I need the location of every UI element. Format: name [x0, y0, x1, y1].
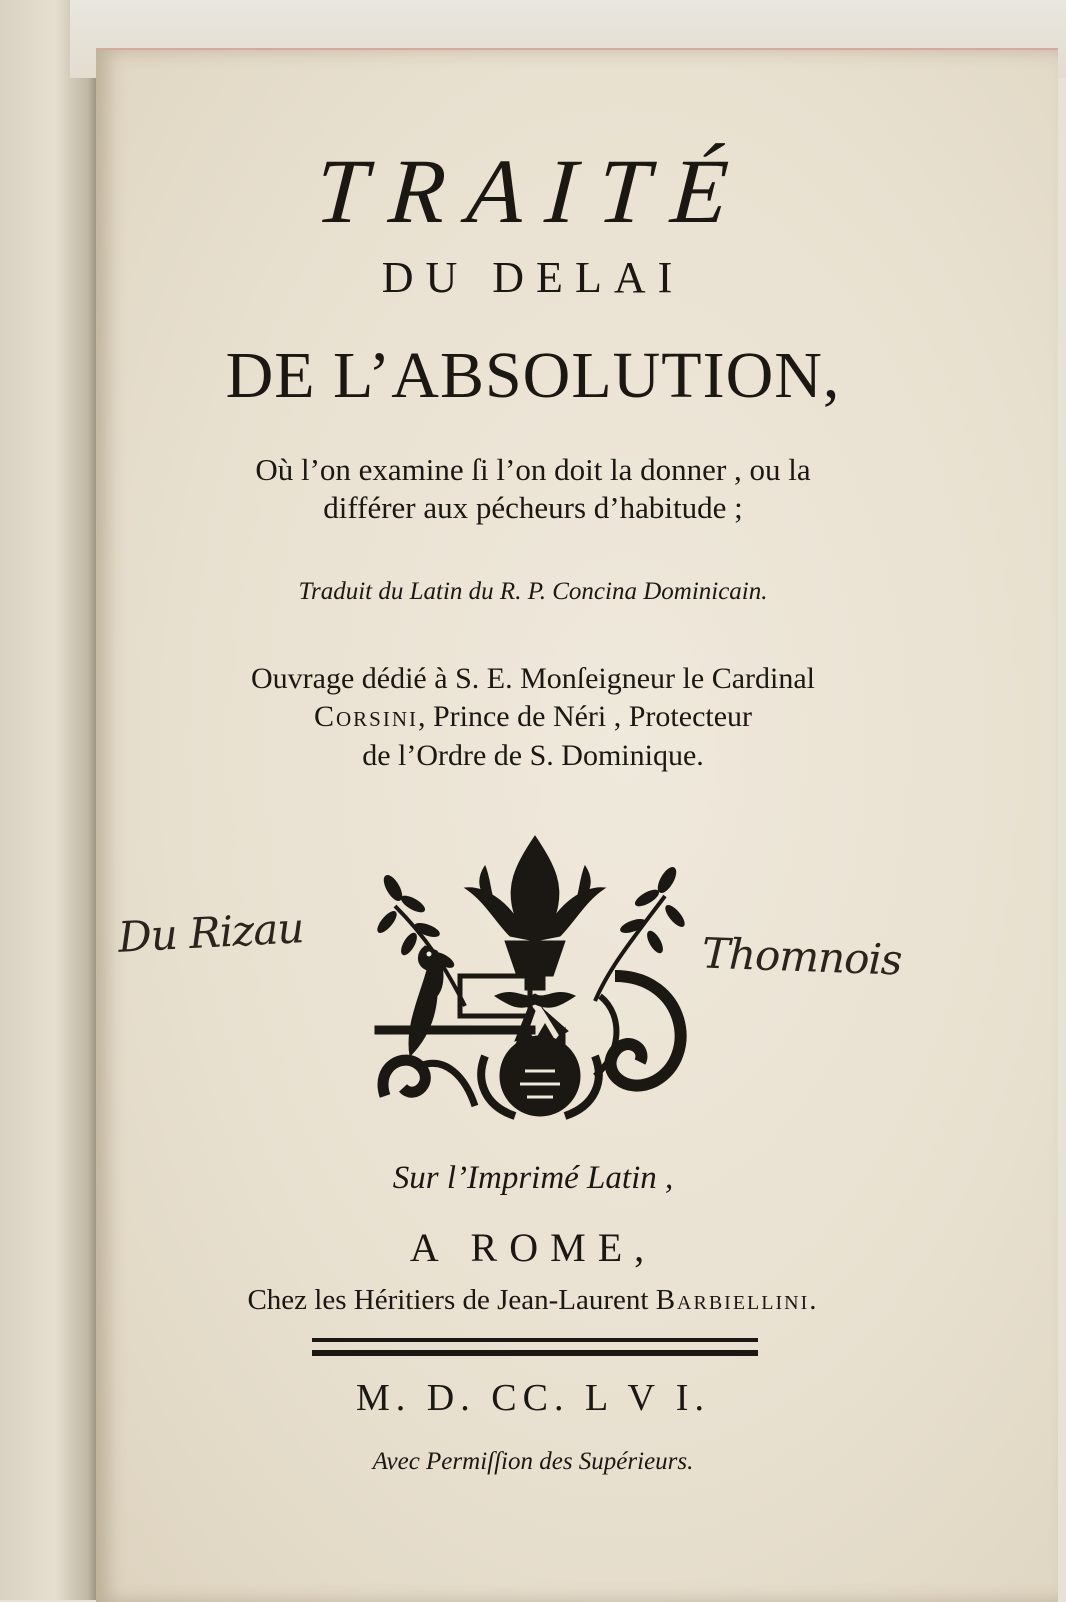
- printer-prefix: Chez les Héritiers de Jean-Laurent: [247, 1284, 656, 1316]
- title-du-delai: DU DELAI: [381, 253, 685, 302]
- dedication-line-2: [0, 700, 1066, 734]
- printer-name: Barbiellini.: [655, 1284, 819, 1316]
- title-main: TRAITÉ: [312, 140, 754, 242]
- imprint-printer: [0, 1284, 1066, 1317]
- handwritten-signature-left: Du Rizau: [116, 903, 305, 962]
- imprint-source: Sur l’Imprimé Latin ,: [392, 1160, 674, 1196]
- fleur-urn-ornament-icon: [365, 826, 705, 1122]
- title-absolution: DE L’ABSOLUTION,: [225, 339, 841, 412]
- translator-line: Traduit du Latin du R. P. Concina Dominicain.: [298, 578, 768, 605]
- dedication-line-1: Ouvrage dédié à S. E. Monſeigneur le Cardinal: [251, 662, 815, 695]
- dedication-line-2-rest: , Prince de Néri , Protecteur: [417, 700, 753, 733]
- publication-date: M. D. CC. L V I.: [356, 1377, 710, 1419]
- dedication-line-3: de l’Ordre de S. Dominique.: [362, 739, 704, 772]
- handwritten-signature-right: Thomnois: [701, 928, 903, 985]
- subtitle-line-2: différer aux pécheurs d’habitude ;: [323, 490, 743, 525]
- double-rule-top: [312, 1338, 758, 1342]
- permission-line: Avec Permiſſion des Supérieurs.: [372, 1448, 694, 1475]
- dedicatee-name: Corsini: [313, 700, 418, 733]
- subtitle-line-1: Où l’on examine ſi l’on doit la donner , ou la: [255, 452, 811, 487]
- imprint-city: A ROME,: [409, 1225, 657, 1270]
- double-rule-bottom: [312, 1350, 758, 1356]
